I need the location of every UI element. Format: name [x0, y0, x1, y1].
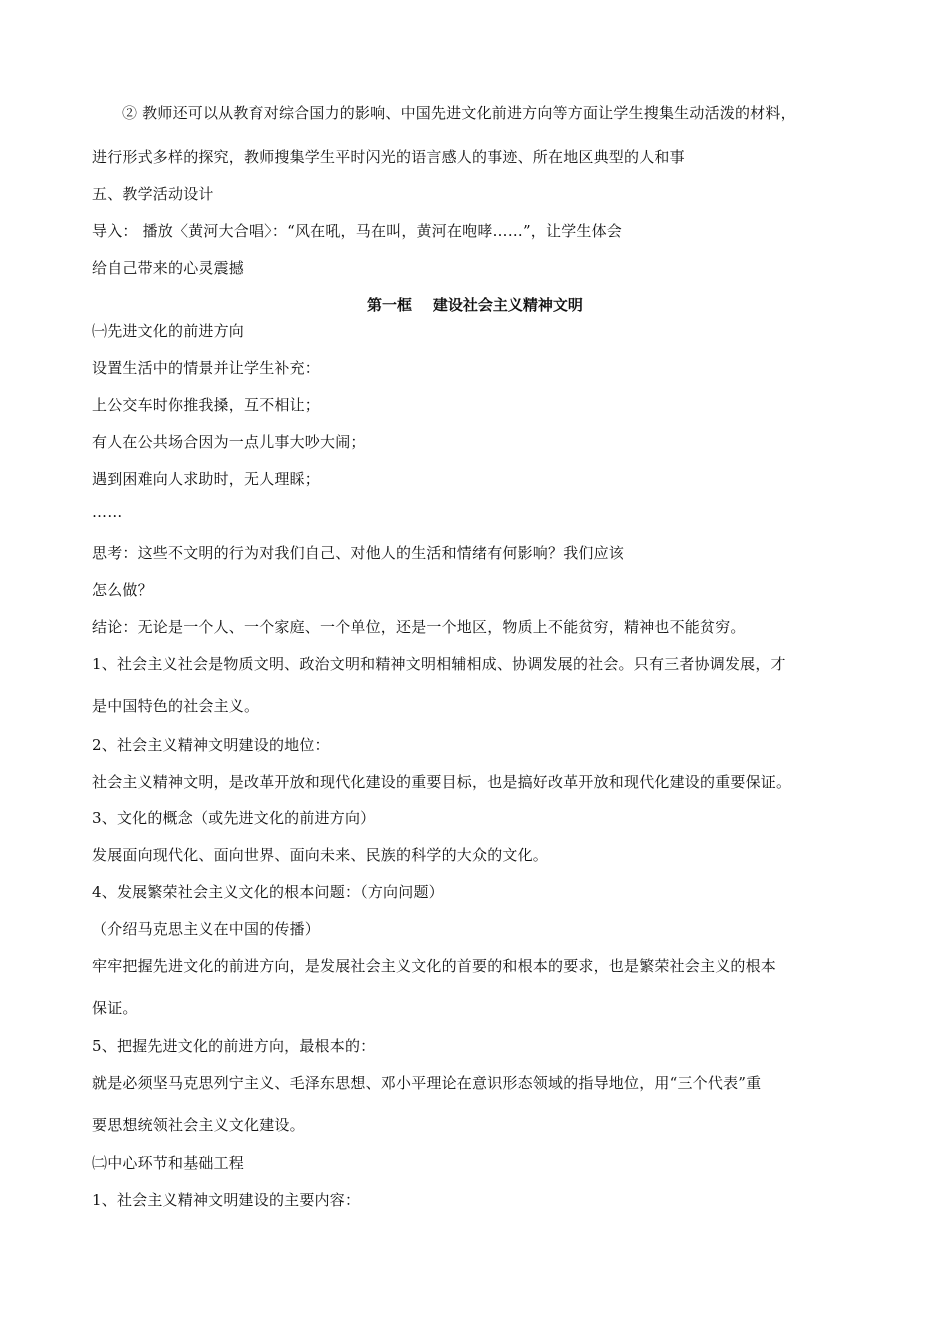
numbered-point: 5、把握先进文化的前进方向，最根本的： — [92, 1037, 376, 1055]
section-heading-five: 五、教学活动设计 — [92, 185, 214, 203]
paragraph-line: 保证。 — [92, 999, 138, 1017]
numbered-point: 1、社会主义社会是物质文明、政治文明和精神文明相辅相成、协调发展的社会。只有三者协调发展，才 — [92, 655, 786, 673]
paragraph-line: 设置生活中的情景并让学生补充： — [92, 359, 321, 377]
paragraph-line: 有人在公共场合因为一点儿事大吵大闹； — [92, 433, 366, 451]
paragraph-line: 要思想统领社会主义文化建设。 — [92, 1116, 305, 1134]
paragraph-line: （介绍马克思主义在中国的传播） — [92, 920, 321, 938]
paragraph-line: 社会主义精神文明，是改革开放和现代化建设的重要目标，也是搞好改革开放和现代化建设的重要保证。 — [92, 773, 792, 791]
paragraph-line: 遇到困难向人求助时，无人理睬； — [92, 470, 321, 488]
numbered-point: 3、文化的概念（或先进文化的前进方向） — [92, 809, 376, 827]
paragraph-line: 导入： 播放〈黄河大合唱〉：“风在吼，马在叫，黄河在咆哮……”，让学生体会 — [92, 222, 623, 240]
paragraph-line: 就是必须坚马克思列宁主义、毛泽东思想、邓小平理论在意识形态领域的指导地位，用“三个代表”重 — [92, 1074, 762, 1092]
paragraph-line: 上公交车时你推我搡，互不相让； — [92, 396, 321, 414]
subsection-heading: ㈡中心环节和基础工程 — [92, 1154, 245, 1172]
subsection-heading: ㈠先进文化的前进方向 — [92, 322, 245, 340]
paragraph-line: 结论：无论是一个人、一个家庭、一个单位，还是一个地区，物质上不能贫穷，精神也不能贫穷。 — [92, 618, 746, 636]
paragraph-line: 给自己带来的心灵震撼 — [92, 259, 245, 277]
ellipsis-line: …… — [92, 503, 123, 521]
paragraph-line: 进行形式多样的探究，教师搜集学生平时闪光的语言感人的事迹、所在地区典型的人和事 — [92, 148, 685, 166]
numbered-point: 2、社会主义精神文明建设的地位： — [92, 736, 330, 754]
paragraph-line: ② 教师还可以从教育对综合国力的影响、中国先进文化前进方向等方面让学生搜集生动活泼的材料， — [122, 104, 796, 122]
numbered-point: 4、发展繁荣社会主义文化的根本问题：（方向问题） — [92, 883, 444, 901]
paragraph-line: 是中国特色的社会主义。 — [92, 697, 260, 715]
section-title: 第一框 建设社会主义精神文明 — [367, 296, 583, 314]
paragraph-line: 牢牢把握先进文化的前进方向，是发展社会主义文化的首要的和根本的要求，也是繁荣社会主义的根本 — [92, 957, 777, 975]
paragraph-line: 怎么做？ — [92, 581, 153, 599]
paragraph-line: 发展面向现代化、面向世界、面向未来、民族的科学的大众的文化。 — [92, 846, 549, 864]
numbered-point: 1、社会主义精神文明建设的主要内容： — [92, 1191, 361, 1209]
paragraph-line: 思考：这些不文明的行为对我们自己、对他人的生活和情绪有何影响？我们应该 — [92, 544, 625, 562]
